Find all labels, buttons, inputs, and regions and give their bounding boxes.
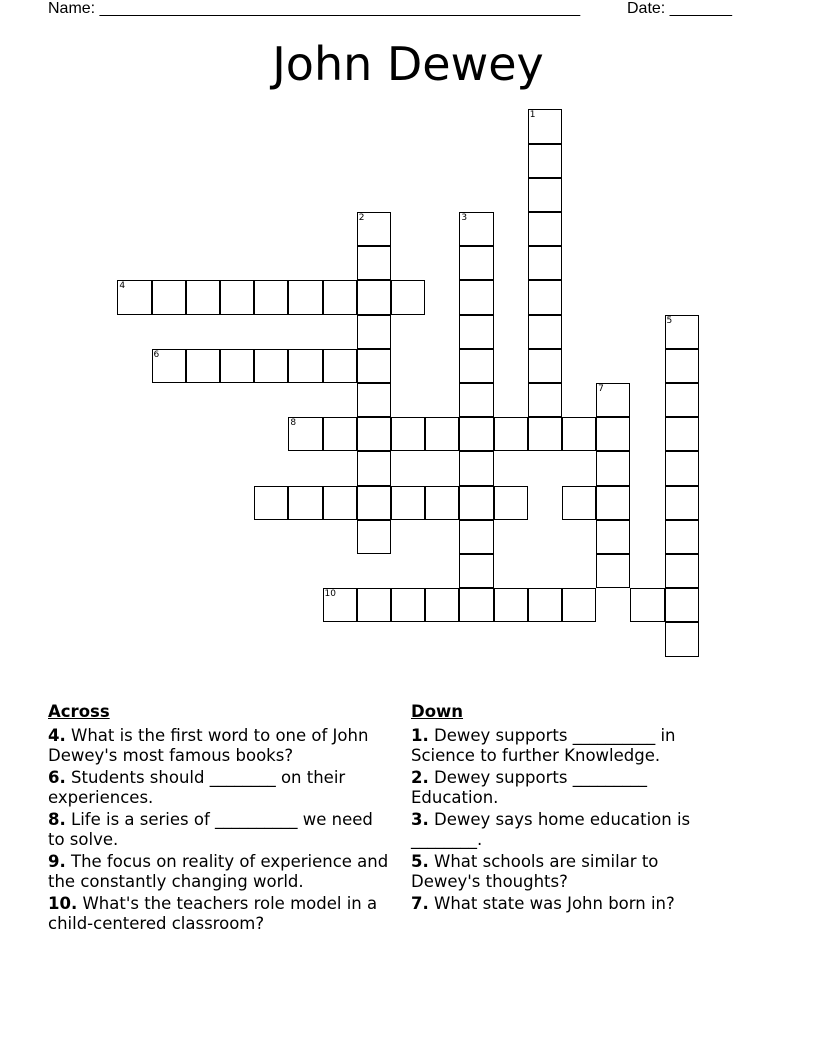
grid-cell[interactable] [665, 417, 699, 451]
grid-cell[interactable] [665, 622, 699, 656]
cell-number: 4 [119, 281, 126, 292]
grid-cell[interactable] [459, 383, 493, 417]
clue-text: Dewey supports _________ Education. [411, 768, 647, 807]
across-clue [48, 852, 393, 892]
grid-cell[interactable] [665, 349, 699, 383]
grid-cell[interactable] [391, 417, 425, 451]
clue-text: Dewey says home education is ________. [411, 810, 691, 849]
grid-cell[interactable] [596, 383, 630, 417]
grid-cell[interactable] [459, 212, 493, 246]
clue-number: 6. [48, 768, 66, 787]
clue-number: 3. [411, 810, 429, 829]
grid-cell[interactable] [528, 349, 562, 383]
clue-text: Life is a series of __________ we need to solve. [48, 810, 373, 849]
grid-cell[interactable] [220, 349, 254, 383]
grid-cell[interactable] [357, 486, 391, 520]
grid-cell[interactable] [494, 417, 528, 451]
grid-cell[interactable] [665, 486, 699, 520]
grid-cell[interactable] [528, 383, 562, 417]
grid-cell[interactable] [357, 383, 391, 417]
grid-cell[interactable] [288, 280, 322, 314]
down-clue [411, 726, 716, 766]
across-clue [48, 726, 393, 766]
grid-cell[interactable] [665, 383, 699, 417]
grid-cell[interactable] [425, 486, 459, 520]
cell-number: 7 [598, 383, 604, 394]
grid-cell[interactable] [665, 451, 699, 485]
across-heading: Across [48, 702, 110, 721]
cell-number: 1 [529, 110, 536, 121]
cell-number: 6 [153, 349, 160, 360]
grid-cell[interactable] [357, 349, 391, 383]
grid-cell[interactable] [357, 417, 391, 451]
grid-cell[interactable] [528, 280, 562, 314]
clue-number: 1. [411, 726, 429, 745]
date-field-label: Date: _______ [627, 0, 732, 17]
grid-cell[interactable] [528, 246, 562, 280]
grid-cell[interactable] [528, 315, 562, 349]
cell-number: 8 [290, 418, 297, 429]
grid-cell[interactable] [494, 486, 528, 520]
clue-number: 8. [48, 810, 66, 829]
grid-cell[interactable] [357, 280, 391, 314]
grid-cell[interactable] [357, 451, 391, 485]
grid-cell[interactable] [665, 315, 699, 349]
grid-cell[interactable] [288, 486, 322, 520]
grid-cell[interactable] [562, 486, 596, 520]
down-clue [411, 852, 716, 892]
across-clue [48, 768, 393, 808]
grid-cell[interactable] [152, 280, 186, 314]
grid-cell[interactable] [391, 588, 425, 622]
clue-text: What's the teachers role model in a child-centered classroom? [48, 894, 378, 933]
grid-cell[interactable] [459, 349, 493, 383]
grid-cell[interactable] [459, 520, 493, 554]
grid-cell[interactable] [254, 280, 288, 314]
grid-cell[interactable] [288, 349, 322, 383]
down-clue [411, 768, 716, 808]
down-clue [411, 894, 716, 914]
grid-cell[interactable] [459, 315, 493, 349]
grid-cell[interactable] [254, 486, 288, 520]
grid-cell[interactable] [596, 417, 630, 451]
grid-cell[interactable] [186, 280, 220, 314]
grid-cell[interactable] [665, 554, 699, 588]
grid-cell[interactable] [323, 280, 357, 314]
clue-text: Dewey supports __________ in Science to further Knowledge. [411, 726, 676, 765]
clue-text: The focus on reality of experience and the constantly changing world. [48, 852, 389, 891]
grid-cell[interactable] [665, 520, 699, 554]
clue-number: 10. [48, 894, 78, 913]
grid-cell[interactable] [357, 315, 391, 349]
grid-cell[interactable] [254, 349, 288, 383]
grid-cell[interactable] [117, 280, 151, 314]
down-clues [411, 702, 716, 916]
grid-cell[interactable] [391, 280, 425, 314]
grid-cell[interactable] [357, 246, 391, 280]
down-clue [411, 810, 716, 850]
grid-cell[interactable] [528, 144, 562, 178]
grid-cell[interactable] [323, 349, 357, 383]
grid-cell[interactable] [528, 417, 562, 451]
grid-cell[interactable] [528, 178, 562, 212]
grid-cell[interactable] [528, 109, 562, 143]
grid-cell[interactable] [459, 246, 493, 280]
clue-text: What state was John born in? [434, 894, 675, 913]
name-field-label: Name: ______________________________________________________ [48, 0, 581, 17]
grid-cell[interactable] [630, 588, 664, 622]
grid-cell[interactable] [528, 212, 562, 246]
grid-cell[interactable] [596, 520, 630, 554]
grid-cell[interactable] [562, 588, 596, 622]
across-clue [48, 894, 393, 934]
grid-cell[interactable] [357, 520, 391, 554]
grid-cell[interactable] [186, 349, 220, 383]
grid-cell[interactable] [562, 417, 596, 451]
grid-cell[interactable] [288, 417, 322, 451]
clue-number: 2. [411, 768, 429, 787]
grid-cell[interactable] [391, 486, 425, 520]
grid-cell[interactable] [459, 588, 493, 622]
grid-cell[interactable] [152, 349, 186, 383]
grid-cell[interactable] [357, 588, 391, 622]
grid-cell[interactable] [220, 280, 254, 314]
grid-cell[interactable] [494, 588, 528, 622]
grid-cell[interactable] [528, 588, 562, 622]
grid-cell[interactable] [459, 554, 493, 588]
grid-cell[interactable] [459, 451, 493, 485]
grid-cell[interactable] [459, 280, 493, 314]
clue-number: 5. [411, 852, 429, 871]
clue-text: Students should ________ on their experiences. [48, 768, 346, 807]
clue-number: 7. [411, 894, 429, 913]
cell-number: 2 [358, 212, 365, 223]
cell-number: 10 [324, 589, 336, 600]
across-clue [48, 810, 393, 850]
cell-number: 3 [461, 212, 468, 223]
grid-cell[interactable] [596, 486, 630, 520]
grid-cell[interactable] [459, 417, 493, 451]
cell-number: 5 [666, 315, 673, 326]
clue-number: 4. [48, 726, 66, 745]
clue-text: What schools are similar to Dewey's thoughts? [411, 852, 659, 891]
clue-number: 9. [48, 852, 66, 871]
grid-cell[interactable] [323, 486, 357, 520]
grid-cell[interactable] [596, 451, 630, 485]
grid-cell[interactable] [425, 417, 459, 451]
grid-cell[interactable] [323, 588, 357, 622]
grid-cell[interactable] [665, 588, 699, 622]
grid-cell[interactable] [459, 486, 493, 520]
down-heading: Down [411, 702, 464, 721]
grid-cell[interactable] [596, 554, 630, 588]
clue-text: What is the first word to one of John Dewey's most famous books? [48, 726, 369, 765]
across-clues [48, 702, 393, 936]
page-title: John Dewey [272, 37, 544, 91]
grid-cell[interactable] [357, 212, 391, 246]
grid-cell[interactable] [323, 417, 357, 451]
grid-cell[interactable] [425, 588, 459, 622]
